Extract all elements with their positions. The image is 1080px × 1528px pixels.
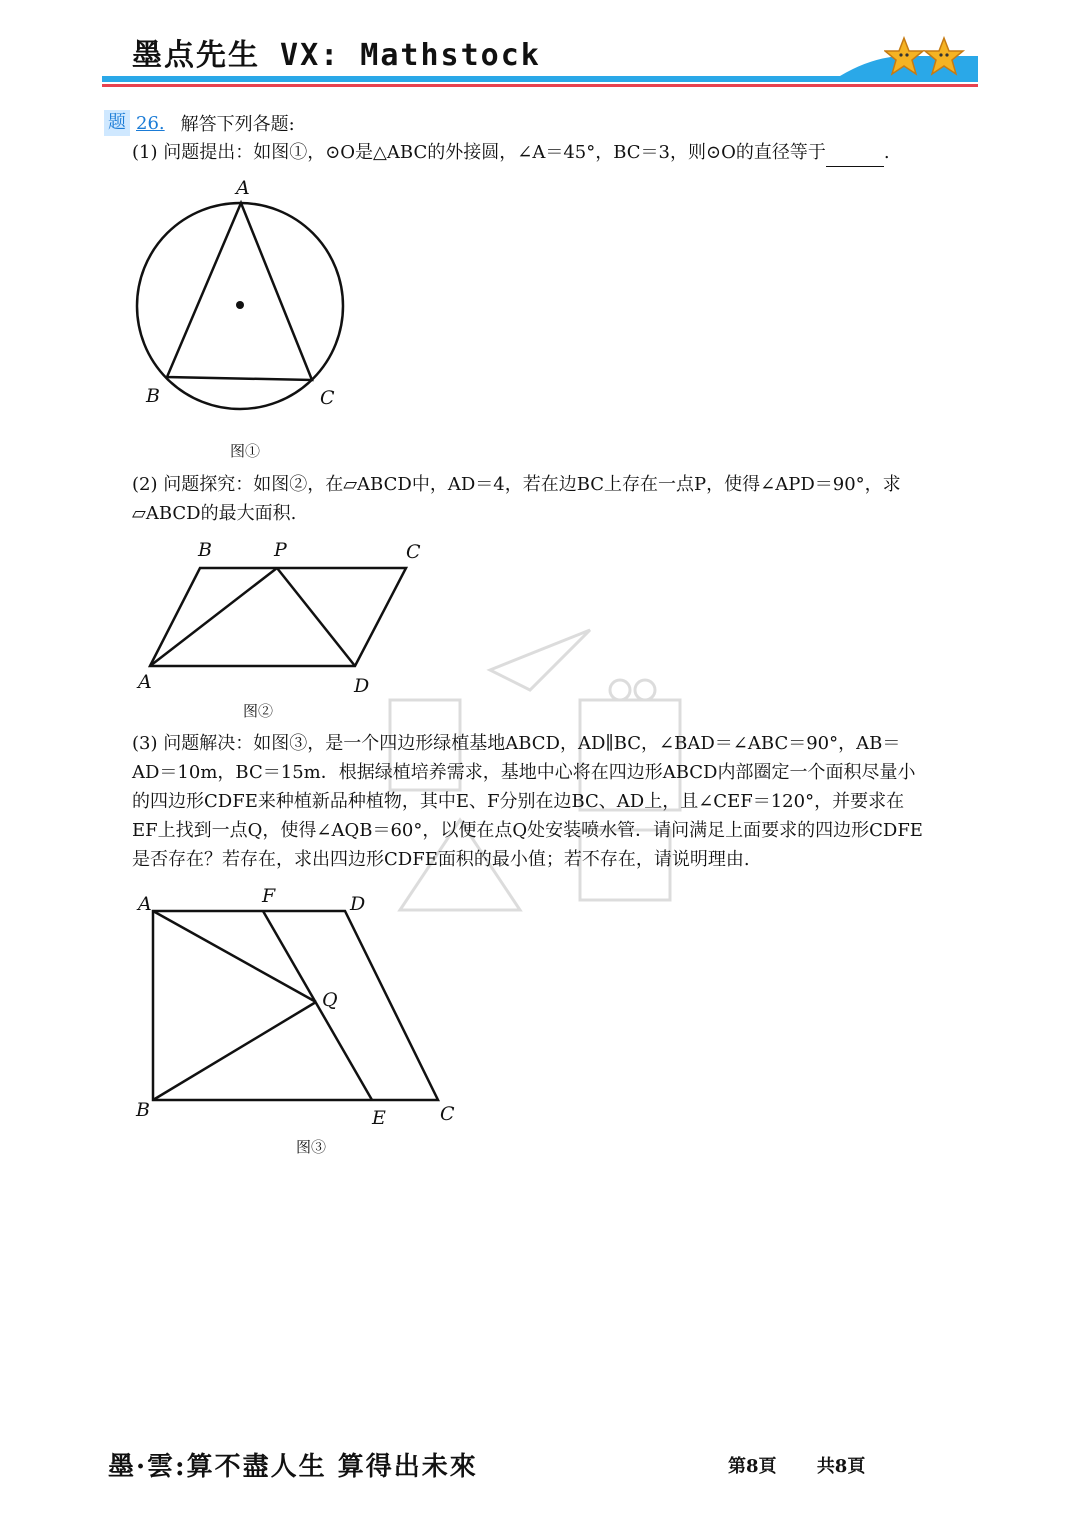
page-number: 第8頁 — [728, 1456, 777, 1477]
label-e: E — [372, 1107, 386, 1129]
footer-motto: 墨·雲:算不盡人生 算得出未來 — [108, 1452, 478, 1482]
figure-2-caption: 图② — [243, 702, 274, 720]
label-a: A — [236, 177, 250, 199]
page-total: 共8頁 — [816, 1456, 866, 1477]
part2-line1: (2) 问题探究：如图②，在▱ABCD中，AD＝4，若在边BC上存在一点P，使得∠APD＝90°，求 — [132, 474, 901, 495]
figure-1-caption: 图① — [230, 442, 261, 460]
label-f: F — [262, 885, 276, 907]
figure-1 — [126, 172, 366, 422]
question-heading — [104, 110, 295, 136]
part1-end: . — [883, 142, 890, 163]
label-p: P — [274, 539, 287, 561]
part3-text — [132, 729, 980, 874]
segment-ap — [150, 568, 277, 666]
triangle-abc — [167, 203, 312, 380]
part3-line5: 是否存在？若存在，求出四边形CDFE面积的最小值；若不存在，请说明理由. — [132, 849, 750, 870]
part1-text — [132, 138, 980, 167]
label-q: Q — [322, 989, 338, 1011]
segment-fe — [263, 911, 372, 1100]
segment-bq — [153, 1002, 316, 1100]
part1-question: (1) 问题提出：如图①，⊙O是△ABC的外接圆，∠A＝45°，BC＝3，则⊙O的直径等于 — [132, 142, 826, 163]
segment-pd — [277, 568, 355, 666]
question-number: 26. — [136, 112, 165, 134]
answer-blank — [826, 148, 884, 167]
label-b: B — [146, 385, 160, 407]
figure-3 — [128, 880, 468, 1130]
header-title: 墨点先生 VX: Mathstock — [132, 38, 541, 73]
part3-line4: EF上找到一点Q，使得∠AQB＝60°，以便在点Q处安装喷水管．请问满足上面要求的四边形CDFE — [132, 820, 923, 841]
center-point — [236, 301, 244, 309]
label-d: D — [354, 675, 370, 697]
label-c: C — [320, 387, 335, 409]
part2-line2: ▱ABCD的最大面积. — [132, 503, 297, 524]
part3-line2: AD＝10m，BC＝15m．根据绿植培养需求，基地中心将在四边形ABCD内部圈定一个面积尽量小 — [132, 762, 916, 783]
part3-line1: (3) 问题解决：如图③，是一个四边形绿植基地ABCD，AD∥BC，∠BAD＝∠ABC＝90°，AB＝ — [132, 733, 901, 754]
question-badge: 题 — [104, 110, 130, 136]
label-b: B — [198, 539, 212, 561]
segment-aq — [153, 911, 316, 1002]
footer-pagination — [728, 1452, 899, 1478]
part3-line3: 的四边形CDFE来种植新品种植物，其中E、F分别在边BC、AD上，且∠CEF＝120°，并要求在 — [132, 791, 905, 812]
parallelogram-abcd — [150, 568, 406, 666]
star-icon — [884, 36, 968, 80]
page-header — [0, 0, 1080, 100]
label-c: C — [406, 541, 421, 563]
label-a: A — [138, 671, 152, 693]
label-a: A — [138, 893, 152, 915]
label-b: B — [136, 1099, 150, 1121]
question-intro: 解答下列各题: — [180, 114, 295, 135]
figure-3-caption: 图③ — [296, 1138, 327, 1156]
part2-text — [132, 470, 980, 528]
label-d: D — [350, 893, 366, 915]
label-c: C — [440, 1103, 455, 1125]
quadrilateral-abcd — [153, 911, 438, 1100]
